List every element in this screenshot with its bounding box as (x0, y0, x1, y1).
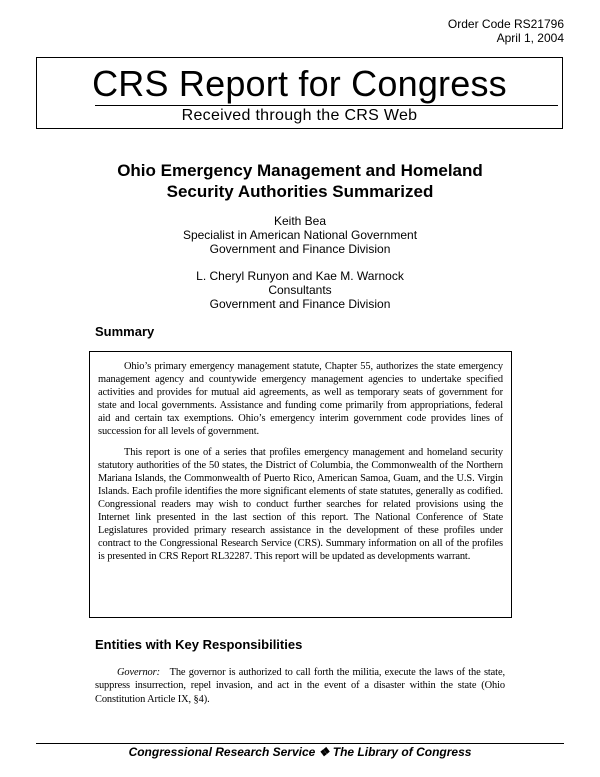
author-group (60, 214, 540, 256)
summary-box (89, 351, 512, 618)
summary-heading: Summary (95, 324, 155, 339)
report-title-line-2: Security Authorities Summarized (166, 182, 434, 201)
author-name: Keith Bea (273, 214, 327, 228)
author-group (60, 269, 540, 311)
governor-text: The governor is authorized to call forth the militia, execute the laws of the state, suppress insurrection, repel invasion, and act in the event of a disaster within the state (Ohio Constitution Article IX, §4). (95, 667, 505, 705)
author-name: L. Cheryl Runyon and Kae M. Warnock (196, 269, 404, 283)
author-title: Consultants (268, 283, 332, 297)
report-title-line-1: Ohio Emergency Management and Homeland (117, 161, 483, 180)
entities-heading: Entities with Key Responsibilities (95, 637, 303, 652)
order-code-block (448, 17, 564, 45)
footer-text: Congressional Research Service ❖ The Library of Congress (128, 745, 472, 759)
summary-paragraph: This report is one of a series that profiles emergency management and homeland security statutory authorities of the 50 states, the District of Columbia, the Commonwealth of the Northern Mariana Islands, the Commonwealth of Puerto Rico, American Samoa, Guam, and the U.S. Virgin Islands. Each profile identifies the more significant elements of state statutes, generally as codified. Congressional readers may wish to conduct further searches for related provisions using the Internet link presented in the last section of this report. The National Conference of State Legislatures provided primary research assistance in the development of these profiles under contract to the Congressional Research Service (CRS). Summary information on all of the profiles is presented in CRS Report RL32287. This report will be updated as developments warrant. (98, 446, 503, 563)
banner-title: CRS Report for Congress (92, 63, 507, 104)
author-division: Government and Finance Division (209, 242, 391, 256)
footer-divider (36, 743, 564, 744)
author-division: Government and Finance Division (209, 297, 391, 311)
report-date: April 1, 2004 (496, 31, 564, 45)
author-block (60, 214, 540, 324)
governor-paragraph (95, 666, 505, 706)
author-title: Specialist in American National Government (182, 228, 418, 242)
banner-subtitle: Received through the CRS Web (181, 107, 418, 124)
summary-paragraph: Ohio’s primary emergency management statute, Chapter 55, authorizes the state emergency management agency and countywide emergency management agencies to undertake specified activities and provides for mutual aid agreements, as well as temporary seats of government for state and local governments. Assistance and funding come primarily from appropriations, federal aid and certain tax exemptions. Ohio’s emergency interim government code provides lines of succession for all levels of government. (98, 361, 503, 438)
governor-label: Governor: (117, 667, 160, 678)
order-code: Order Code RS21796 (447, 17, 564, 31)
report-title (60, 160, 540, 202)
crs-banner (36, 57, 563, 129)
